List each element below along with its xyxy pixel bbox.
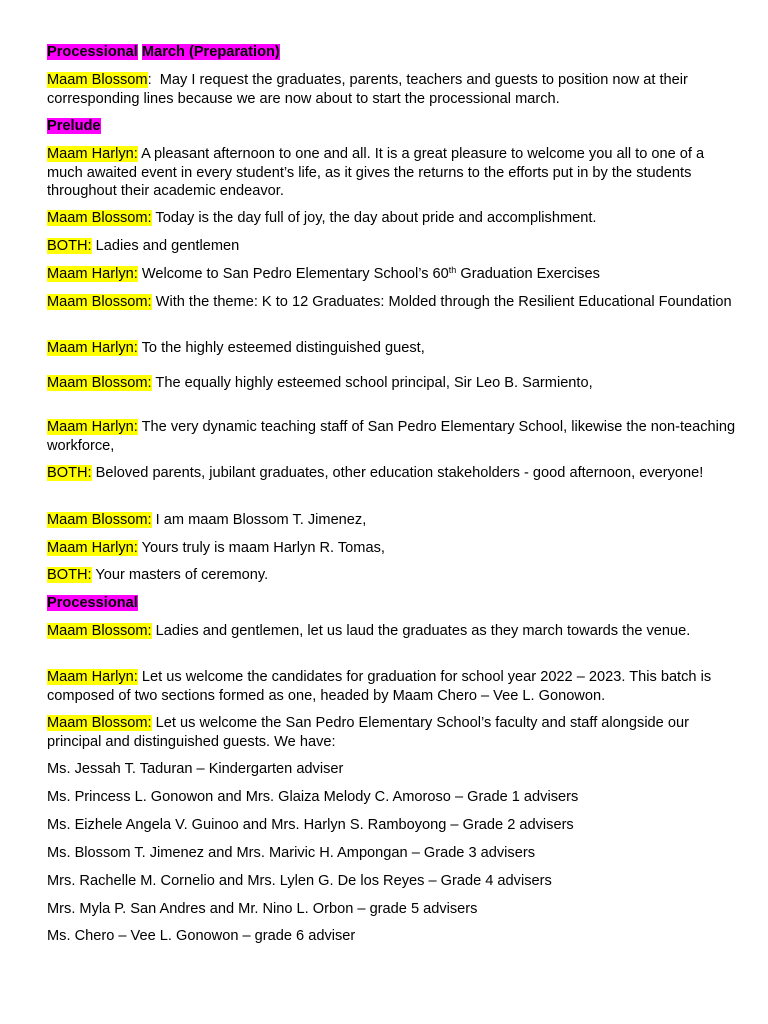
- script-line: [47, 418, 737, 455]
- script-line: [47, 566, 737, 585]
- script-line: [47, 209, 737, 228]
- speaker-label: BOTH:: [47, 465, 92, 481]
- heading-highlight: Processional: [47, 595, 138, 611]
- line-text: To the highly esteemed distinguished guest,: [137, 340, 425, 356]
- script-line: [47, 714, 737, 751]
- script-line: [47, 374, 737, 393]
- speaker-label: Maam Blossom:: [47, 715, 152, 731]
- speaker-label: Maam Harlyn:: [47, 669, 138, 685]
- line-text: Your masters of ceremony.: [91, 567, 269, 583]
- line-text: Today is the day full of joy, the day about pride and accomplishment.: [151, 210, 597, 226]
- script-line: [47, 293, 737, 312]
- speaker-label: Maam Blossom:: [47, 375, 152, 391]
- speaker-label: Maam Blossom:: [47, 623, 152, 639]
- adviser-item: Ms. Blossom T. Jimenez and Mrs. Marivic H. Ampongan – Grade 3 advisers: [47, 845, 535, 861]
- script-line: [47, 511, 737, 530]
- speaker-label: Maam Harlyn:: [47, 540, 138, 556]
- speaker-label: Maam Harlyn:: [47, 340, 138, 356]
- speaker-label: Maam Blossom:: [47, 512, 152, 528]
- adviser-item: Ms. Eizhele Angela V. Guinoo and Mrs. Harlyn S. Ramboyong – Grade 2 advisers: [47, 817, 574, 833]
- speaker-separator: :: [147, 72, 152, 88]
- script-line: [47, 237, 737, 256]
- speaker-label: Maam Blossom:: [47, 294, 152, 310]
- speaker-label: BOTH:: [47, 567, 92, 583]
- script-line: [47, 464, 737, 483]
- adviser-item: Ms. Princess L. Gonowon and Mrs. Glaiza Melody C. Amoroso – Grade 1 advisers: [47, 789, 579, 805]
- speaker-label: Maam Blossom: [47, 72, 148, 88]
- line-text: Yours truly is maam Harlyn R. Tomas,: [137, 540, 385, 556]
- heading-highlight: Processional: [47, 44, 138, 60]
- script-line: [47, 539, 737, 558]
- line-text: Ladies and gentlemen: [91, 238, 240, 254]
- line-text: May I request the graduates, parents, teachers and guests to position now at their corresponding lines because we are now about to start the processional march.: [47, 72, 692, 107]
- heading-processional-march: [47, 43, 737, 62]
- line-text: I am maam Blossom T. Jimenez,: [151, 512, 367, 528]
- speaker-label: Maam Harlyn:: [47, 419, 138, 435]
- line-text: Beloved parents, jubilant graduates, other education stakeholders - good afternoon, everyone!: [91, 465, 704, 481]
- script-line: [47, 145, 737, 201]
- adviser-item: Mrs. Myla P. San Andres and Mr. Nino L. Orbon – grade 5 advisers: [47, 901, 478, 917]
- line-text: A pleasant afternoon to one and all. It is a great pleasure to welcome you all to one of a much awaited event in every student’s life, as it gives the returns to the efforts put in by the students throughout their academic endeavor.: [47, 146, 705, 199]
- speaker-label: BOTH:: [47, 238, 92, 254]
- line-text: Let us welcome the San Pedro Elementary School’s faculty and staff alongside our principal and distinguished guests. We have:: [47, 715, 689, 750]
- script-line: [47, 668, 737, 705]
- adviser-item: Ms. Jessah T. Taduran – Kindergarten adviser: [47, 761, 344, 777]
- heading-highlight: March (Preparation): [141, 44, 280, 60]
- script-line: [47, 71, 737, 108]
- script-line: [47, 339, 737, 358]
- adviser-item: Ms. Chero – Vee L. Gonowon – grade 6 adviser: [47, 928, 356, 944]
- ordinal-suffix: th: [448, 265, 457, 275]
- speaker-label: Maam Harlyn:: [47, 146, 138, 162]
- speaker-label: Maam Blossom:: [47, 210, 152, 226]
- script-line: [47, 265, 737, 284]
- adviser-item: Mrs. Rachelle M. Cornelio and Mrs. Lylen G. De los Reyes – Grade 4 advisers: [47, 873, 552, 889]
- line-text: Ladies and gentlemen, let us laud the graduates as they march towards the venue.: [151, 623, 691, 639]
- line-text: The equally highly esteemed school principal, Sir Leo B. Sarmiento,: [151, 375, 593, 391]
- line-text: With the theme: K to 12 Graduates: Molded through the Resilient Educational Foundation: [151, 294, 732, 310]
- line-text-after: Graduation Exercises: [456, 266, 600, 282]
- line-text: The very dynamic teaching staff of San Pedro Elementary School, likewise the non-teaching workforce,: [47, 419, 736, 454]
- heading-processional: [47, 594, 737, 613]
- speaker-label: Maam Harlyn:: [47, 266, 138, 282]
- line-text: Welcome to San Pedro Elementary School’s 60: [137, 266, 449, 282]
- heading-highlight: Prelude: [47, 118, 101, 134]
- script-line: [47, 622, 737, 641]
- line-text: Let us welcome the candidates for graduation for school year 2022 – 2023. This batch is composed of two sections formed as one, headed by Maam Chero – Vee L. Gonowon.: [47, 669, 712, 704]
- heading-prelude: [47, 117, 737, 136]
